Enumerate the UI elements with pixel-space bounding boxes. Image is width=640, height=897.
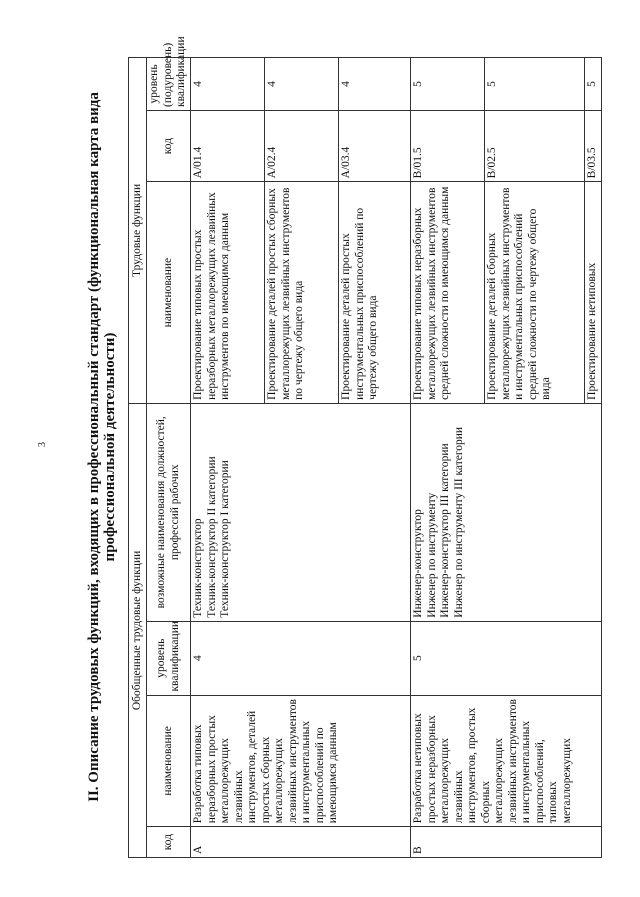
row-b-level: 5	[411, 621, 602, 695]
tf-name: Проектирование типовых простых неразборных металлорежущих лезвийных инструментов по имеющимся данным	[191, 182, 265, 404]
tf-level: 5	[485, 58, 585, 111]
row-b-positions	[411, 403, 602, 621]
position-item: Инженер-конструктор III категории	[439, 443, 451, 618]
tf-name: Проектирование нетиповых	[585, 182, 602, 404]
tf-code: B/02.5	[485, 110, 585, 181]
title-line-1: II. Описание трудовых функций, входящих в профессиональный стандарт (функциональная карта вида	[86, 92, 102, 802]
header-level: уровень квалификации	[147, 621, 191, 695]
tf-code: A/03.4	[339, 110, 411, 181]
header-name: наименование	[147, 695, 191, 827]
position-item: Инженер-конструктор	[412, 509, 424, 618]
tf-level: 5	[411, 58, 485, 111]
position-item: Инженер по инструменту III категории	[452, 426, 465, 618]
tf-name: Проектирование деталей простых сборных металлорежущих лезвийных инструментов по чертежу общего вида	[265, 182, 339, 404]
page-number: 3	[37, 442, 48, 447]
tf-code: B/01.5	[411, 110, 485, 181]
tf-name: Проектирование типовых неразборных металлорежущих лезвийных инструментов средней сложности по имеющимся данным	[411, 182, 485, 404]
header-tf-level: уровень (подуровень) квалификации	[147, 58, 191, 111]
tf-level: 4	[265, 58, 339, 111]
position-item: Инженер по инструменту	[425, 492, 438, 618]
section-title	[86, 37, 118, 857]
title-line-2: профессиональной деятельности)	[102, 332, 118, 562]
header-tf-code: код	[147, 110, 191, 181]
position-item: Техник-конструктор	[192, 518, 204, 618]
tf-code: A/02.4	[265, 110, 339, 181]
tf-name: Проектирование деталей простых инструментальных приспособлений по чертежу общего вида	[339, 182, 411, 404]
tf-name: Проектирование деталей сборных металлорежущих лезвийных инструментов и инструментальных приспособлений средней сложности по чертежу общего вида	[485, 182, 585, 404]
functional-map-table	[128, 36, 602, 858]
tf-level: 5	[585, 58, 602, 111]
position-item: Техник-конструктор II категории	[205, 456, 218, 618]
header-code: код	[147, 827, 191, 858]
tf-code: B/03.5	[585, 110, 602, 181]
tf-code: A/01.4	[191, 110, 265, 181]
row-a-name: Разработка типовых неразборных простых металлорежущих лезвийных инструментов, деталей простых сборных металлорежущих лезвийных инструментов и инструментальных приспособлений по имеющимся данным	[191, 695, 411, 827]
header-generalized-functions: Обобщенные трудовые функции	[129, 403, 147, 857]
row-a-positions	[191, 403, 411, 621]
tf-level: 4	[191, 58, 265, 111]
position-item: Техник-конструктор I категории	[219, 460, 231, 618]
header-tf-name: наименование	[147, 182, 191, 404]
row-a-level: 4	[191, 621, 411, 695]
tf-level: 4	[339, 58, 411, 111]
row-b-name: Разработка нетиповых простых неразборных металлорежущих лезвийных инструментов, простых сборных металлорежущих лезвийных инструментов и инструментальных приспособлений, типовых металлорежущих	[411, 695, 602, 827]
header-labor-functions: Трудовые функции	[129, 58, 147, 404]
header-positions: возможные наименования должностей, профессий рабочих	[147, 403, 191, 621]
row-a-code: A	[191, 827, 411, 858]
row-b-code: B	[411, 827, 602, 858]
